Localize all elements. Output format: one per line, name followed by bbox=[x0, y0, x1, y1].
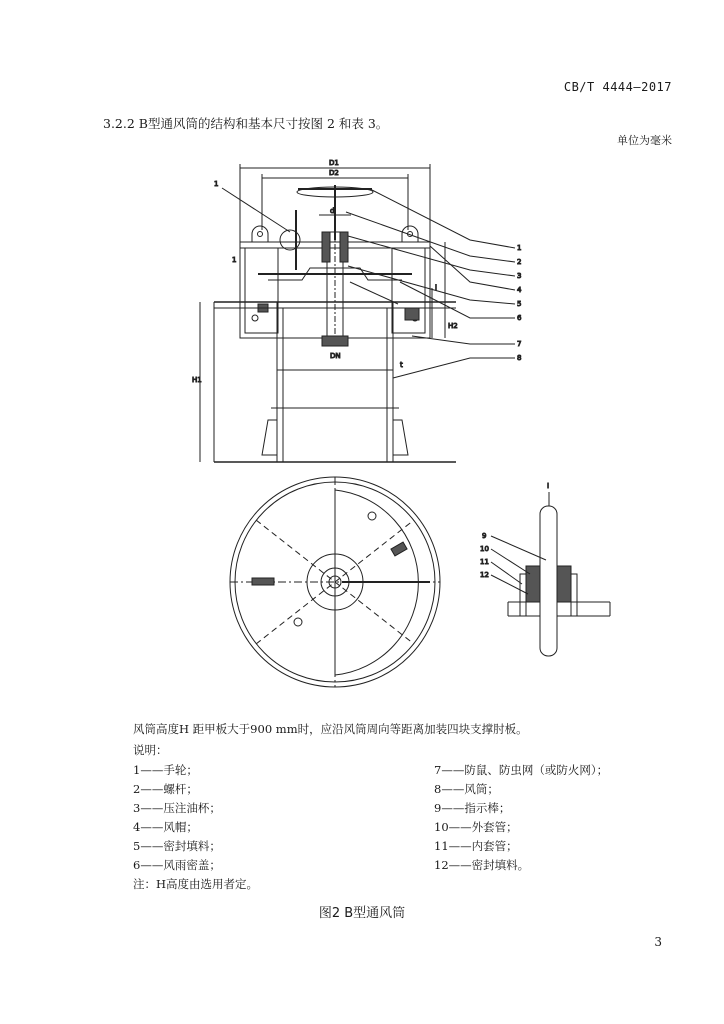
label-n12: 12 bbox=[480, 571, 489, 579]
label-n1b: 1 bbox=[517, 244, 522, 252]
label-n6: 6 bbox=[517, 314, 522, 322]
label-D2: D2 bbox=[329, 169, 339, 177]
legend-title: 说明： bbox=[133, 743, 168, 757]
legend-item: 4——风帽； bbox=[133, 820, 198, 834]
label-n10: 10 bbox=[480, 545, 489, 553]
label-n2: 2 bbox=[517, 258, 522, 266]
label-n8: 8 bbox=[517, 354, 522, 362]
footnote: 注：H高度由选用者定。 bbox=[133, 877, 259, 891]
legend-item: 3——压注油杯； bbox=[133, 801, 221, 815]
technical-drawing bbox=[0, 150, 724, 710]
legend-item: 8——风筒； bbox=[434, 782, 499, 796]
label-D1: D1 bbox=[329, 159, 339, 167]
label-n11: 11 bbox=[480, 558, 489, 566]
note-text: 风筒高度H 距甲板大于900 mm时，应沿风筒周向等距离加装四块支撑肘板。 bbox=[133, 722, 528, 736]
legend-item: 7——防鼠、防虫网（或防火网）； bbox=[434, 763, 609, 777]
label-n5: 5 bbox=[517, 300, 522, 308]
label-dim-left: 1 bbox=[232, 256, 237, 264]
label-H2: H2 bbox=[448, 322, 458, 330]
unit-note: 单位为毫米 bbox=[617, 134, 672, 147]
label-n9: 9 bbox=[482, 532, 487, 540]
legend-item: 2——螺杆； bbox=[133, 782, 198, 796]
legend-item: 6——风雨密盖； bbox=[133, 858, 221, 872]
legend-item: 11——内套管； bbox=[434, 839, 518, 853]
legend-item: 9——指示棒； bbox=[434, 801, 511, 815]
indicator-rod bbox=[540, 506, 557, 656]
label-n3: 3 bbox=[517, 272, 522, 280]
legend-item: 1——手轮； bbox=[133, 763, 198, 777]
legend-item: 10——外套管； bbox=[434, 820, 518, 834]
label-n1: 1 bbox=[214, 180, 219, 188]
standard-number: CB/T 4444—2017 bbox=[563, 80, 672, 94]
label-n4: 4 bbox=[517, 286, 522, 294]
label-d: d bbox=[330, 207, 335, 215]
label-detail: I bbox=[547, 482, 550, 490]
legend-item: 12——密封填料。 bbox=[434, 858, 530, 872]
legend-item: 5——密封填料； bbox=[133, 839, 221, 853]
label-H1: H1 bbox=[192, 376, 202, 384]
clause-text: 3.2.2 B型通风筒的结构和基本尺寸按图 2 和表 3。 bbox=[103, 116, 389, 131]
page-number: 3 bbox=[654, 935, 662, 949]
label-l: l bbox=[435, 284, 437, 292]
label-DN: DN bbox=[330, 352, 341, 360]
label-n7: 7 bbox=[517, 340, 522, 348]
figure-caption: 图2 B型通风筒 bbox=[318, 906, 406, 921]
label-t: t bbox=[400, 361, 403, 369]
